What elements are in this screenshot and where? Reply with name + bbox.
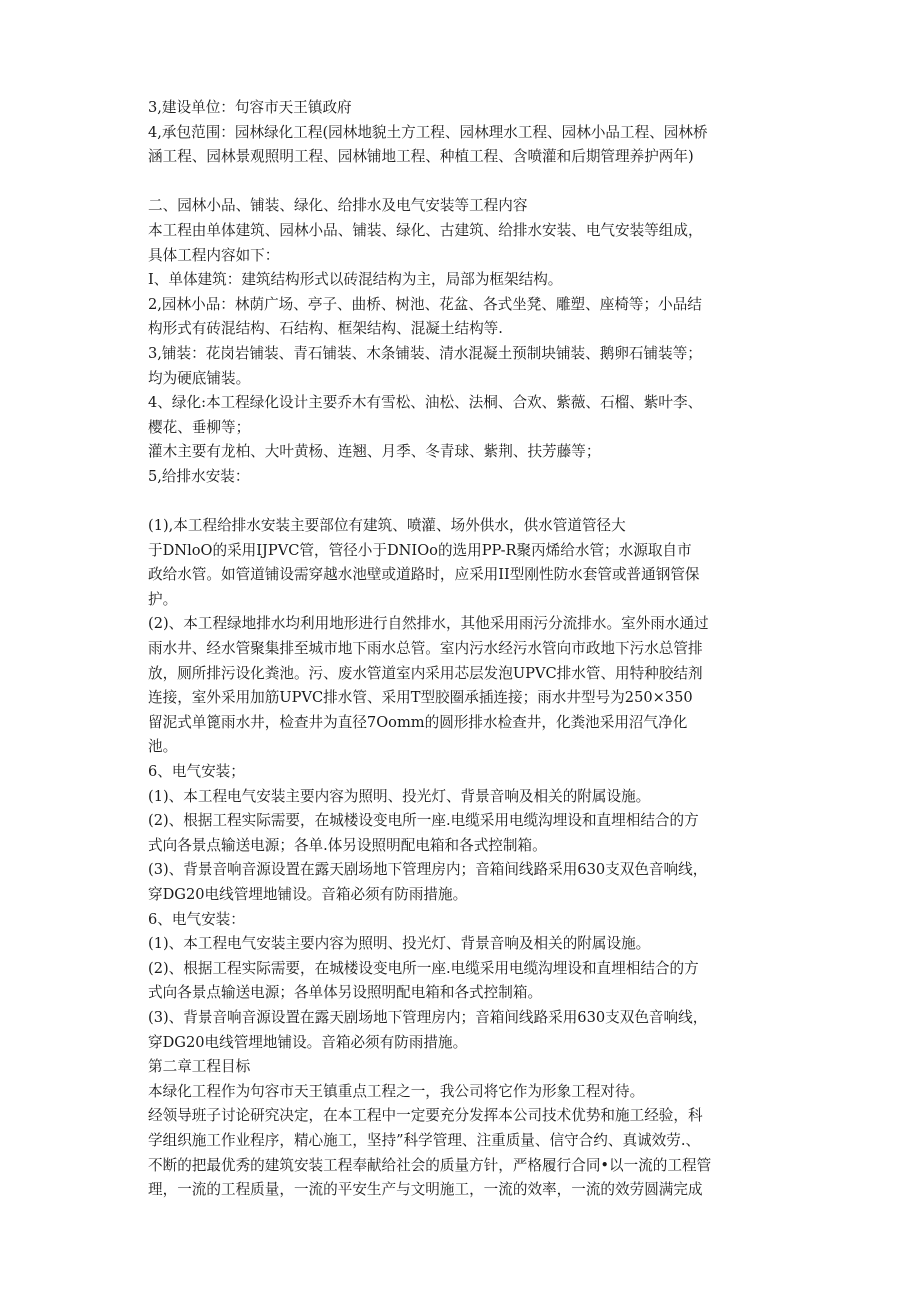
- text-line: I、单体建筑：建筑结构形式以砖混结构为主，局部为框架结构。: [148, 271, 563, 289]
- text-line: 式向各景点输送电源；各单.体另设照明配电箱和各式控制箱。: [148, 836, 547, 854]
- text-line: 构形式有砖混结构、石结构、框架结构、混凝土结构等.: [148, 320, 503, 338]
- text-line: (2)、根据工程实际需要，在城楼设变电所一座.电缆采用电缆沟埋设和直埋相结合的方: [148, 959, 699, 977]
- text-line: 留泥式单篦雨水井，检查井为直径7Oomm的圆形排水检查井，化粪池采用沼气净化: [148, 713, 688, 731]
- text-line: 第二章工程目标: [148, 1058, 251, 1076]
- text-line: 均为硬底铺装。: [148, 369, 251, 387]
- text-line: 放，厕所排污设化粪池。污、废水管道室内采用芯层发泡UPVC排水管、用特种胶结剂: [148, 664, 703, 682]
- text-line: 4,承包范围：园林绿化工程(园林地貌土方工程、园林理水工程、园林小品工程、园林桥: [148, 123, 708, 141]
- text-line: 不断的把最优秀的建筑安装工程奉献给社会的质量方针，严格履行合同•以一流的工程管: [148, 1156, 712, 1174]
- text-line: (1)、本工程电气安装主要内容为照明、投光灯、背景音响及相关的附属设施。: [148, 787, 651, 805]
- text-line: 穿DG20电线管埋地铺设。音箱必须有防雨措施。: [148, 1033, 468, 1051]
- text-line: (3)、背景音响音源设置在露天剧场地下管理房内；音箱间线路采用630支双色音响线，: [148, 861, 708, 879]
- text-line: 5,给排水安装：: [148, 467, 250, 485]
- blank-line: [148, 490, 748, 515]
- text-line: 连接，室外采用加筋UPVC排水管、采用T型胶圈承插连接；雨水井型号为250×350: [148, 689, 693, 707]
- text-line: 池。: [148, 738, 178, 756]
- text-line: 理，一流的工程质量，一流的平安生产与文明施工，一流的效率，一流的效劳圆满完成: [148, 1181, 703, 1199]
- text-line: 6、电气安装；: [148, 763, 245, 781]
- text-line: 二、园林小品、铺装、绿化、给排水及电气安装等工程内容: [148, 197, 528, 215]
- text-line: (1),本工程给排水安装主要部位有建筑、喷灌、场外供水，供水管道管径大: [148, 517, 626, 535]
- text-line: 本工程由单体建筑、园林小品、铺装、绿化、古建筑、给排水安装、电气安装等组成，: [148, 221, 703, 239]
- text-line: 式向各景点输送电源；各单体另设照明配电箱和各式控制箱。: [148, 984, 543, 1002]
- text-line: (2)、根据工程实际需要，在城楼设变电所一座.电缆采用电缆沟埋设和直埋相结合的方: [148, 812, 699, 830]
- blank-line: [148, 170, 748, 195]
- text-line: 6、电气安装：: [148, 910, 245, 928]
- text-line: 经领导班子讨论研究决定，在本工程中一定要充分发挥本公司技术优势和施工经验，科: [148, 1107, 703, 1125]
- text-line: 具体工程内容如下：: [148, 246, 280, 264]
- text-line: 穿DG20电线管埋地铺设。音箱必须有防雨措施。: [148, 886, 468, 903]
- text-line: 雨水井、经水管聚集排至城市地下雨水总管。室内污水经污水管向市政地下污水总管排: [148, 640, 703, 658]
- text-line: (2)、本工程绿地排水均利用地形进行自然排水，其他采用雨污分流排水。室外雨水通过: [148, 615, 709, 633]
- text-line: 2,园林小品：林荫广场、亭子、曲桥、树池、花盆、各式坐凳、雕塑、座椅等；小品结: [148, 295, 702, 313]
- text-line: 3,建设单位：句容市天王镇政府: [148, 99, 352, 116]
- text-line: 本绿化工程作为句容市天王镇重点工程之一，我公司将它作为形象工程对待。: [148, 1082, 645, 1100]
- text-line: 4、绿化:本工程绿化设计主要乔木有雪松、油松、法桐、合欢、紫薇、石榴、紫叶李、: [148, 394, 703, 412]
- text-line: 3,铺装：花岗岩铺装、青石铺装、木条铺装、清水混凝土预制块铺装、鹅卵石铺装等；: [148, 344, 702, 362]
- text-line: 涵工程、园林景观照明工程、园林铺地工程、种植工程、含喷灌和后期管理养护两年): [148, 148, 694, 166]
- text-line: 樱花、垂柳等；: [148, 418, 251, 436]
- text-line: 护。: [148, 590, 178, 608]
- text-line: 灌木主要有龙柏、大叶黄杨、连翘、月季、冬青球、紫荆、扶芳藤等；: [148, 443, 601, 461]
- text-line: 政给水管。如管道铺设需穿越水池壁或道路时，应采用II型刚性防水套管或普通钢管保: [148, 566, 700, 584]
- text-line: (3)、背景音响音源设置在露天剧场地下管理房内；音箱间线路采用630支双色音响线，: [148, 1008, 708, 1026]
- text-line: (1)、本工程电气安装主要内容为照明、投光灯、背景音响及相关的附属设施。: [148, 935, 651, 953]
- text-line: 学组织施工作业程序，精心施工，坚持”科学管理、注重质量、信守合约、真诚效劳.、: [148, 1131, 701, 1149]
- text-line: 于DNloO的采用IJPVC管，管径小于DNIOo的选用PP-R聚丙烯给水管；水源取自市: [148, 541, 692, 559]
- document-body: [148, 96, 748, 1203]
